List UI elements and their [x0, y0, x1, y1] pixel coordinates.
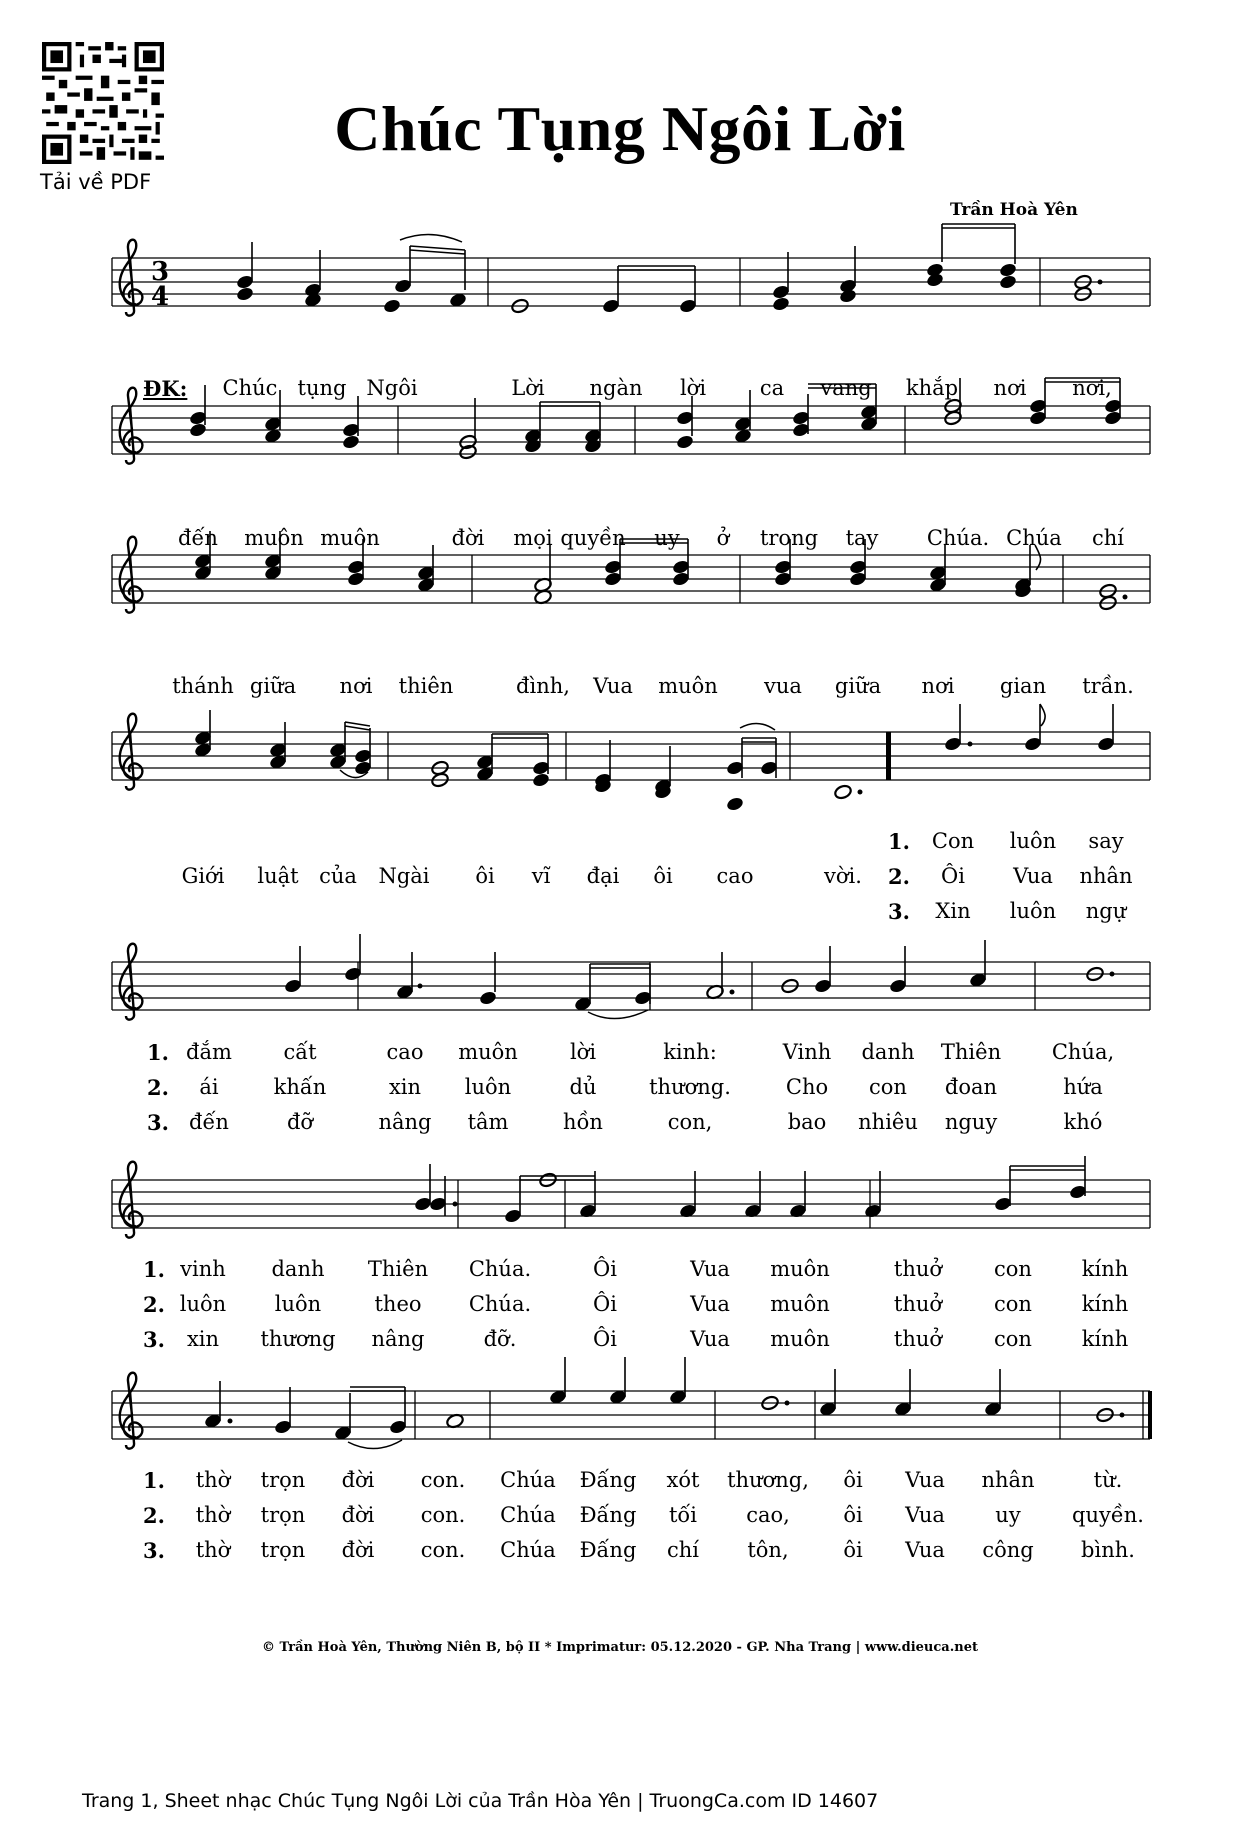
- lyric-word: đời: [341, 1538, 375, 1562]
- lyric-word: thờ: [195, 1468, 231, 1492]
- lyric-word: Chúa.: [926, 526, 990, 550]
- lyric-word: đại: [586, 864, 620, 888]
- lyric-word: ôi: [475, 864, 495, 888]
- lyric-word: ái: [199, 1075, 219, 1099]
- lyric-word: ôi: [843, 1538, 863, 1562]
- song-title: Chúc Tụng Ngôi Lời: [334, 93, 906, 164]
- lyric-word: ở: [716, 526, 730, 550]
- lyric-word: muôn: [770, 1292, 830, 1316]
- lyric-word: Chúc: [222, 376, 278, 400]
- lyric-word: gian: [999, 674, 1047, 698]
- verse-number: 2.: [143, 1503, 165, 1528]
- lyric-word: thờ: [195, 1503, 231, 1527]
- lyric-word: Ôi: [941, 864, 965, 888]
- lyric-word: Vua: [690, 1292, 730, 1316]
- lyric-word: thuở: [893, 1292, 943, 1316]
- verse-number: 1.: [147, 1040, 169, 1065]
- lyric-word: hồn: [563, 1110, 603, 1134]
- lyric-word: thuở: [893, 1327, 943, 1351]
- lyric-word: muôn: [320, 526, 380, 550]
- lyric-word: chí: [1091, 526, 1125, 550]
- verse-number: 2.: [143, 1292, 165, 1317]
- lyric-word: muôn: [770, 1257, 830, 1281]
- lyric-word: thiên: [398, 674, 454, 698]
- lyric-word: trọn: [260, 1538, 306, 1562]
- verse-number: 1.: [143, 1468, 165, 1493]
- lyric-word: đỡ.: [483, 1327, 517, 1351]
- lyric-word: đời: [341, 1503, 375, 1527]
- lyric-word: uy: [654, 526, 680, 550]
- lyric-word: con.: [420, 1538, 466, 1562]
- lyric-word: kinh:: [663, 1040, 717, 1064]
- verse-number: 3.: [147, 1110, 169, 1135]
- lyric-word: muôn: [244, 526, 304, 550]
- lyric-word: Thiên: [367, 1257, 429, 1281]
- lyric-word: thương,: [727, 1468, 809, 1492]
- lyric-word: kính: [1081, 1327, 1129, 1351]
- lyric-word: Vua: [690, 1257, 730, 1281]
- lyric-word: con: [994, 1327, 1032, 1351]
- lyric-word: uy: [995, 1503, 1021, 1527]
- lyric-word: Chúa: [500, 1503, 556, 1527]
- lyric-word: giữa: [249, 674, 297, 698]
- verse-number: 3.: [143, 1538, 165, 1563]
- verse-number: 1.: [143, 1257, 165, 1282]
- lyric-word: luôn: [464, 1075, 512, 1099]
- lyric-word: Ngôi: [366, 376, 418, 400]
- verse-number: 3.: [888, 899, 910, 924]
- lyric-word: Chúa,: [1051, 1040, 1115, 1064]
- lyric-word: thánh: [172, 674, 234, 698]
- lyric-word: cao: [716, 864, 754, 888]
- lyric-word: ôi: [843, 1468, 863, 1492]
- lyric-word: Lời: [511, 376, 545, 400]
- lyric-word: Ôi: [593, 1257, 617, 1281]
- verse-number: 3.: [143, 1327, 165, 1352]
- lyric-word: ôi: [843, 1503, 863, 1527]
- lyric-word: vĩ: [531, 864, 551, 888]
- lyric-word: Thiên: [940, 1040, 1002, 1064]
- lyric-word: trong: [759, 526, 819, 550]
- lyric-word: nhân: [1079, 864, 1133, 888]
- lyric-word: danh: [861, 1040, 915, 1064]
- lyric-word: nâng: [371, 1327, 425, 1351]
- lyric-word: say: [1088, 829, 1124, 853]
- lyric-word: Chúa.: [468, 1292, 532, 1316]
- lyric-word: danh: [271, 1257, 325, 1281]
- lyric-word: vinh: [180, 1257, 226, 1281]
- lyric-word: kính: [1081, 1257, 1129, 1281]
- lyric-word: con.: [420, 1503, 466, 1527]
- lyric-word: Con: [931, 829, 975, 853]
- lyric-word: đắm: [186, 1040, 232, 1064]
- lyric-word: nâng: [378, 1110, 432, 1134]
- lyric-word: ngàn: [589, 376, 643, 400]
- lyric-word: thương.: [649, 1075, 731, 1099]
- lyric-word: Vua: [905, 1538, 945, 1562]
- verse-number: 1.: [888, 829, 910, 854]
- lyric-word: nơi,: [1072, 376, 1112, 400]
- lyric-word: nhiêu: [858, 1110, 918, 1134]
- lyric-word: Vua: [905, 1503, 945, 1527]
- lyric-word: tâm: [467, 1110, 509, 1134]
- lyric-word: đình,: [516, 674, 570, 698]
- lyric-word: lời: [569, 1040, 597, 1064]
- lyric-word: hứa: [1063, 1075, 1103, 1099]
- lyric-word: Vinh: [782, 1040, 832, 1064]
- lyric-word: khắp: [905, 376, 959, 400]
- lyric-word: nơi: [921, 674, 955, 698]
- lyric-word: nguy: [944, 1110, 998, 1134]
- lyric-word: vua: [764, 674, 802, 698]
- lyric-word: luật: [257, 864, 299, 888]
- lyric-word: vang: [820, 376, 872, 400]
- copyright-footer: © Trần Hoà Yên, Thường Niên B, bộ II * Imprimatur: 05.12.2020 - GP. Nha Trang | www.dieuca.net: [262, 1640, 978, 1655]
- lyric-word: của: [319, 864, 357, 888]
- lyric-word: Giới: [181, 864, 225, 888]
- lyric-word: Chúa: [1006, 526, 1062, 550]
- lyric-word: chí: [666, 1538, 700, 1562]
- lyric-word: tôn,: [747, 1538, 789, 1562]
- time-signature-top: 3: [150, 257, 170, 287]
- lyric-word: tay: [845, 526, 879, 550]
- lyric-word: muôn: [770, 1327, 830, 1351]
- lyric-word: con,: [667, 1110, 713, 1134]
- lyric-word: Đấng: [579, 1503, 637, 1527]
- lyric-word: nơi: [339, 674, 373, 698]
- lyric-word: tụng: [297, 376, 347, 400]
- lyric-word: kính: [1081, 1292, 1129, 1316]
- lyric-word: bình.: [1081, 1538, 1135, 1562]
- lyric-word: lời: [679, 376, 707, 400]
- lyric-word: Vua: [905, 1468, 945, 1492]
- lyric-word: Vua: [1013, 864, 1053, 888]
- lyric-word: trần.: [1082, 674, 1134, 698]
- lyric-word: con: [869, 1075, 907, 1099]
- lyric-word: tối: [668, 1503, 698, 1527]
- lyric-word: đoan: [944, 1075, 998, 1099]
- lyric-word: ca: [759, 376, 785, 400]
- lyric-word: con: [994, 1292, 1032, 1316]
- lyric-word: xót: [666, 1468, 700, 1492]
- lyric-word: Xin: [935, 899, 971, 923]
- lyric-word: trọn: [260, 1503, 306, 1527]
- lyric-word: Đấng: [579, 1538, 637, 1562]
- lyric-word: xin: [388, 1075, 422, 1099]
- lyric-word: đời: [341, 1468, 375, 1492]
- verse-number: 2.: [888, 864, 910, 889]
- lyric-word: bao: [787, 1110, 827, 1134]
- lyric-word: con: [994, 1257, 1032, 1281]
- lyric-word: thuở: [893, 1257, 943, 1281]
- lyric-word: quyền.: [1072, 1503, 1144, 1527]
- lyric-word: cao: [386, 1040, 424, 1064]
- lyric-word: ôi: [653, 864, 673, 888]
- lyric-word: trọn: [260, 1468, 306, 1492]
- lyric-word: muôn: [658, 674, 718, 698]
- page-info: Trang 1, Sheet nhạc Chúc Tụng Ngôi Lời của Trần Hòa Yên | TruongCa.com ID 14607: [82, 1790, 879, 1812]
- lyric-word: thờ: [195, 1538, 231, 1562]
- lyric-word: quyền: [560, 526, 626, 550]
- lyric-word: luôn: [274, 1292, 322, 1316]
- lyric-word: theo: [374, 1292, 422, 1316]
- lyric-word: đời: [451, 526, 485, 550]
- lyric-word: Chúa: [500, 1468, 556, 1492]
- lyric-word: Chúa.: [468, 1257, 532, 1281]
- time-signature-bottom: 4: [150, 282, 170, 312]
- lyric-word: cất: [283, 1040, 317, 1064]
- lyric-word: thương: [260, 1327, 336, 1351]
- lyric-word: Ôi: [593, 1292, 617, 1316]
- download-pdf-label[interactable]: Tải về PDF: [40, 170, 152, 194]
- lyric-word: vời.: [824, 864, 862, 888]
- lyric-word: luôn: [1009, 899, 1057, 923]
- lyric-word: ngự: [1085, 899, 1127, 923]
- lyric-word: Cho: [785, 1075, 829, 1099]
- lyric-word: mọi: [513, 526, 553, 550]
- lyric-word: Vua: [690, 1327, 730, 1351]
- lyric-word: muôn: [458, 1040, 518, 1064]
- lyric-word: dủ: [569, 1075, 597, 1099]
- lyric-word: Đấng: [579, 1468, 637, 1492]
- lyric-word: đến: [189, 1110, 229, 1134]
- lyric-word: từ.: [1093, 1468, 1123, 1492]
- refrain-label: ĐK:: [143, 376, 188, 401]
- lyric-word: đỡ: [286, 1110, 314, 1134]
- lyric-word: giữa: [834, 674, 882, 698]
- lyric-word: Vua: [593, 674, 633, 698]
- lyric-word: cao,: [746, 1503, 790, 1527]
- lyric-word: đến: [178, 526, 218, 550]
- composer-name: Trần Hoà Yên: [950, 200, 1078, 220]
- lyric-word: luôn: [1009, 829, 1057, 853]
- verse-number: 2.: [147, 1075, 169, 1100]
- lyric-word: công: [982, 1538, 1034, 1562]
- lyric-word: xin: [186, 1327, 220, 1351]
- lyric-word: khó: [1063, 1110, 1103, 1134]
- lyric-word: Ôi: [593, 1327, 617, 1351]
- lyric-word: con.: [420, 1468, 466, 1492]
- lyric-word: nơi: [993, 376, 1027, 400]
- lyric-word: khấn: [273, 1075, 327, 1099]
- lyric-word: luôn: [179, 1292, 227, 1316]
- lyric-word: Chúa: [500, 1538, 556, 1562]
- lyric-word: nhân: [981, 1468, 1035, 1492]
- lyric-word: Ngài: [378, 864, 430, 888]
